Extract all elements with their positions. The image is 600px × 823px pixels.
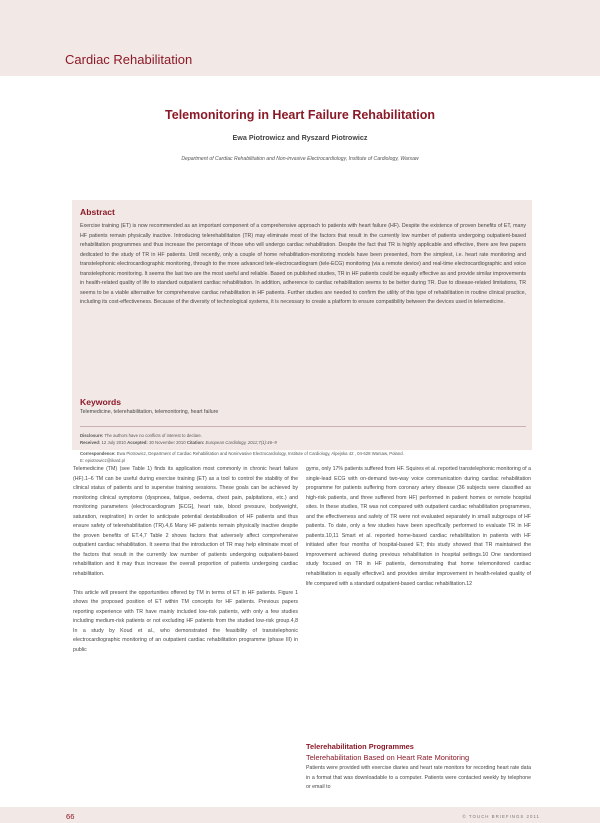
- dates-line: [80, 440, 526, 446]
- citation-label: Citation:: [186, 440, 205, 445]
- correspondence-text: Ewa Piotrowicz, Department of Cardiac Rehabilitation and Noninvasive Electrocardiology, Institute of Cardiology, Alpejska 42 , 04-628 Warsaw, Poland.: [116, 451, 404, 456]
- correspondence-label: Correspondence:: [80, 451, 116, 456]
- email-line: E: epiotrowicz@ikard.pl: [80, 458, 125, 463]
- abstract-heading: Abstract: [80, 207, 115, 217]
- page-number: 66: [66, 812, 75, 821]
- correspondence-line: [80, 451, 526, 457]
- citation-text: European Cardiology, 2011;7(1):46–9: [205, 440, 277, 445]
- article-authors: Ewa Piotrowicz and Ryszard Piotrowicz: [232, 133, 368, 142]
- subsection-heading: Telerehabilitation Based on Heart Rate Monitoring: [306, 753, 470, 762]
- body-paragraph: gyms, only 17% patients suffered from HF. Squires et al. reported transtelephonic monitoring of a single-lead ECG with on-demand two-way voice communication during cardiac rehabilitation programme for patients suffering from coronary artery disease (36 subjects were classified as high-risk patients, and three suffered from HF) performed in patient homes or remote hospital sites. In these studies, TR was not compared with outpatient cardiac rehabilitation programmes, and the effectiveness and safety of TR were not evaluated separately in small subgroups of HF patients. To date, only a few studies have been specifically performed to evaluate TR in HF patients.10,11 Smart et al. reported home-based cardiac rehabilitation in patients with HF initiated after four months of hospital-based ET; this study showed that TR maintained the improvement achieved during previous rehabilitation in hospital settings.10 One randomised study focused on TR in HF patients, demonstrating that home telemonitored cardiac rehabilitation is equally effective1 and provides similar improvement in health-related quality of life compared with a standard outpatient-based cardiac rehabilitation.12: [306, 466, 531, 587]
- section-heading: Telerehabilitation Programmes: [306, 742, 414, 751]
- article-title: Telemonitoring in Heart Failure Rehabilitation: [165, 108, 435, 122]
- body-column-right: [306, 465, 531, 589]
- accepted-date: 30 November 2010: [149, 440, 186, 445]
- section-label: Cardiac Rehabilitation: [65, 52, 193, 67]
- disclosure-label: Disclosure:: [80, 433, 104, 438]
- body-paragraph: This article will present the opportunities offered by TM in terms of ET in HF patients. Figure 1 shows the proposed position of ET within TM concepts for HF patients. Previous papers reporting experience with TR have mainly included low-risk patients, with only a few studies including medium-risk patients or not excluding HF patients from the studied low-risk group.4,8 In a study by Koud et al., who demonstrated the feasibility of transtelephonic electrocardiographic monitoring of an outpatient cardiac rehabilitation programme (phase III) in public: [73, 589, 298, 653]
- abstract-text: Exercise training (ET) is now recommended as an important component of a comprehensive approach to patients with heart failure (HF). Despite the existence of proven benefits of ET, many HF patients remain physically inactive. Introducing telerehabilitation (TR) may eliminate most of the factors that result in the currently low number of patients undergoing outpatient-based rehabilitation programmes and thus increase the percentage of those who will undergo cardiac rehabilitation. Despite the fact that TR is highly applicable and effective, there are few papers dedicated to the study of TR in HF patients. Until recently, only a couple of home rehabilitation-monitoring models have been presented, from the simplest, i.e. heart rate monitoring and transtelephonic electrocardiographic monitoring, through to the more advanced tele-electrocardiogram (tele-ECG) monitoring (via a remote device) and real-time electrocardiographic and voice transtelephonic monitoring. It seems the last two are the most useful and reliable. Based on published studies, TR in HF patients could be equally effective as and provide similar improvements in health-related quality of life to standard outpatient cardiac rehabilitation. In addition, adherence to cardiac rehabilitation seems to be better during TR. Due to disease-related limitations, TR seems to be a viable alternative for comprehensive cardiac rehabilitation in HF patients. Further studies are needed to confirm the utility of this type of rehabilitation in routine clinical practice, including its cost-effectiveness. Because of the diversity of technological systems, it is necessary to create a platform to ensure compatibility between the devices used in telemedicine.: [80, 223, 526, 306]
- article-affiliation: Department of Cardiac Rehabilitation and Non-invasive Electrocardiology, Institute of Cardiology, Warsaw: [181, 156, 419, 162]
- disclosure-text: The authors have no conflicts of interest to declare.: [104, 433, 202, 438]
- received-label: Received:: [80, 440, 101, 445]
- keywords-text: Telemedicine, telerehabilitation, telemonitoring, heart failure: [80, 409, 219, 415]
- body-paragraph: Telemedicine (TM) (see Table 1) finds its application most commonly in chronic heart failure (HF).1–6 TM can be useful during exercise training (ET) as a tool to control the stability of the clinical status of patients and to supervise training sessions. These goals can be achieved by monitoring clinical symptoms (dyspnoea, fatigue, oedema, chest pain, palpitations, etc.) and monitoring parameters (electrocardiogram [ECG], heart rate, blood pressure, bodyweight, saturation, respiration) in order to anticipate potential destabilisation of HF patients and thus ensure safety of telerehabilitation (TR).4,6 Many HF patients remain physically inactive despite the proven benefits of ET.4,7 Table 2 shows factors that adversely affect comprehensive outpatient cardiac rehabilitation. It seems that the introduction of TR may help eliminate most of the factors that result in the currently low number of patients undergoing outpatient-based rehabilitation and it may thus increase the overall proportion of patients undergoing cardiac rehabilitation.: [73, 466, 298, 578]
- received-date: 12 July 2010: [101, 440, 126, 445]
- abstract-divider: [80, 426, 526, 427]
- disclosure-line: [80, 433, 526, 439]
- copyright-notice: © TOUCH BRIEFINGS 2011: [462, 814, 540, 819]
- accepted-label: Accepted:: [127, 440, 148, 445]
- body-column-left: [73, 465, 298, 655]
- body-paragraph: Patients were provided with exercise diaries and heart rate monitors for recording heart rate data in a format that was downloadable to a computer. Patients were contacted weekly by telephone or email to: [306, 765, 531, 791]
- keywords-heading: Keywords: [80, 397, 122, 407]
